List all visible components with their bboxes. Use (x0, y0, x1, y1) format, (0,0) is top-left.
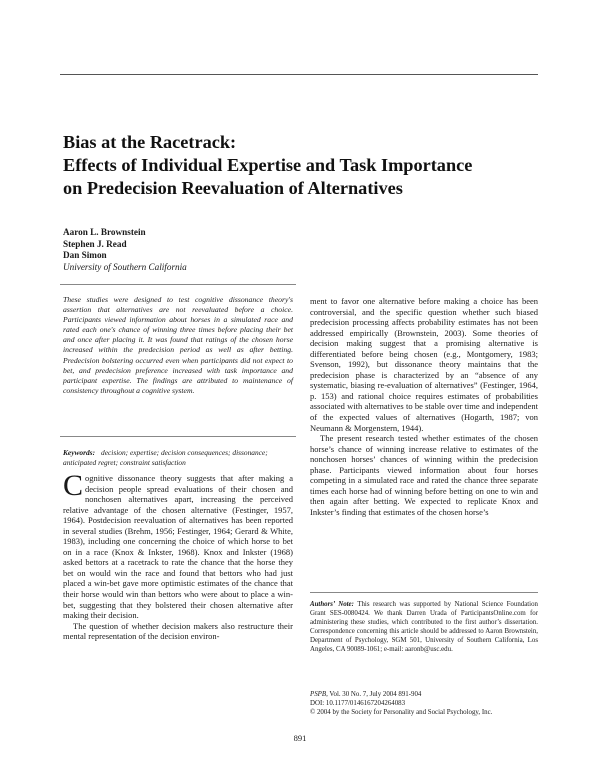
body-column-right (310, 296, 538, 517)
keywords (63, 448, 293, 468)
copyright: © 2004 by the Society for Personality and Social Psychology, Inc. (310, 709, 493, 717)
article-title (63, 131, 533, 200)
body-paragraph (63, 469, 293, 621)
paragraph-text: ognitive dissonance theory suggests that after making a decision people spread evaluations of their chosen and nonchosen alternatives apart, increasing the perceived relative advantage of the chosen alternative (Festinger, 1957, 1964). Postdecision reevaluation of alternatives has been reported in several studies (Brehm, 1956; Festinger, 1964; Gerard & White, 1983), including one concerning the choice of which horse to bet on in a race (Knox & Inkster, 1968). Knox and Inkster (1968) asked bettors at a racetrack to rate the chance that the horse they bet on would win the race and found that bettors who had just placed a win-bet gave more optimistic estimates of the chance that their horse would win than bettors who were about to place a win-bet, suggesting that they bolstered their chosen alternative after making their decision. (63, 473, 293, 621)
volume-info: Vol. 30 No. 7, July 2004 891-904 (329, 691, 422, 698)
authors-note-text: This research was supported by National Science Foundation Grant SES-0080424. We thank Darren Urada of ParticipantsOnline.com for administering these studies, which contributed to the first author’s dissertation. Correspondence concerning this article should be addressed to Aaron Brownstein, Department of Psychology, SGM 501, University of Southern California, Los Angeles, CA 90089-1061; e-mail: aaronb@usc.edu. (310, 601, 538, 654)
authors-note-label: Authors’ Note: (310, 601, 354, 608)
top-rule (60, 74, 538, 75)
author-block (63, 227, 187, 273)
footnote-rule (310, 592, 538, 593)
author-name: Dan Simon (63, 250, 107, 261)
body-column-left (63, 469, 293, 642)
title-line-1: Bias at the Racetrack: (63, 132, 237, 152)
keywords-text: decision; expertise; decision consequences; dissonance; anticipated regret; constraint satisfaction (63, 448, 268, 467)
journal-abbrev: PSPB, (310, 691, 328, 698)
body-paragraph: The question of whether decision makers also restructure their mental representation of the decision environ- (63, 620, 293, 642)
doi: DOI: 10.1177/0146167204264083 (310, 700, 406, 708)
author-name: Aaron L. Brownstein (63, 227, 146, 237)
title-line-3: on Predecision Reevaluation of Alternatives (63, 178, 403, 198)
citation-line (310, 690, 538, 699)
drop-cap: C (63, 469, 84, 502)
author-affiliation: University of Southern California (63, 261, 187, 272)
authors-note (310, 600, 538, 655)
keywords-rule (60, 436, 296, 437)
page-number: 891 (293, 733, 307, 743)
body-paragraph: The present research tested whether estimates of the chosen horse’s chance of winning increase relative to estimates of the nonchosen horses’ chances of winning within the predecision phase. Participants viewed information about four horses competing in a simulated race and rated the chance three separate times each horse had of winning before betting on one to win and then again after betting. We expected to replicate Knox and Inkster’s finding that estimates of the chosen horse’s (310, 433, 538, 517)
title-line-2: Effects of Individual Expertise and Task Importance (63, 155, 473, 175)
keywords-label: Keywords: (63, 448, 96, 457)
abstract: These studies were designed to test cognitive dissonance theory's assertion that alternatives are not reevaluated before a choice. Participants viewed information about horses in a simulated race and rated each one's chance of winning three times before placing their bet and once after placing it. It was found that ratings of the chosen horse increased within the predecision period as well as after betting. Predecision bolstering occurred even when participants did not expect to bet, and predecision preference increased with task importance and participant expertise. The findings are attributed to maintenance of consistency throughout a cognitive system. (63, 295, 293, 395)
citation-block (310, 690, 538, 717)
body-paragraph: ment to favor one alternative before making a choice has been controversial, and the specific question whether such biased predecision processing affects probability estimates has not been addressed empirically (Brownstein, 2003). Some theories of decision making suggest that a promising alternative is differentiated before being chosen (e.g., Montgomery, 1983; Svenson, 1992), but dissonance theory maintains that the predecision phase is characterized by an “absence of any systematic, biasing re-evaluation of alternatives” (Festinger, 1964, p. 153) and rational choice requires estimates of probabilities associated with alternatives to be stable over time and independent of the expected values of alternatives (Hogarth, 1987; von Neumann & Morgenstern, 1944). (310, 296, 538, 433)
author-name: Stephen J. Read (63, 238, 127, 249)
abstract-rule (60, 284, 296, 285)
